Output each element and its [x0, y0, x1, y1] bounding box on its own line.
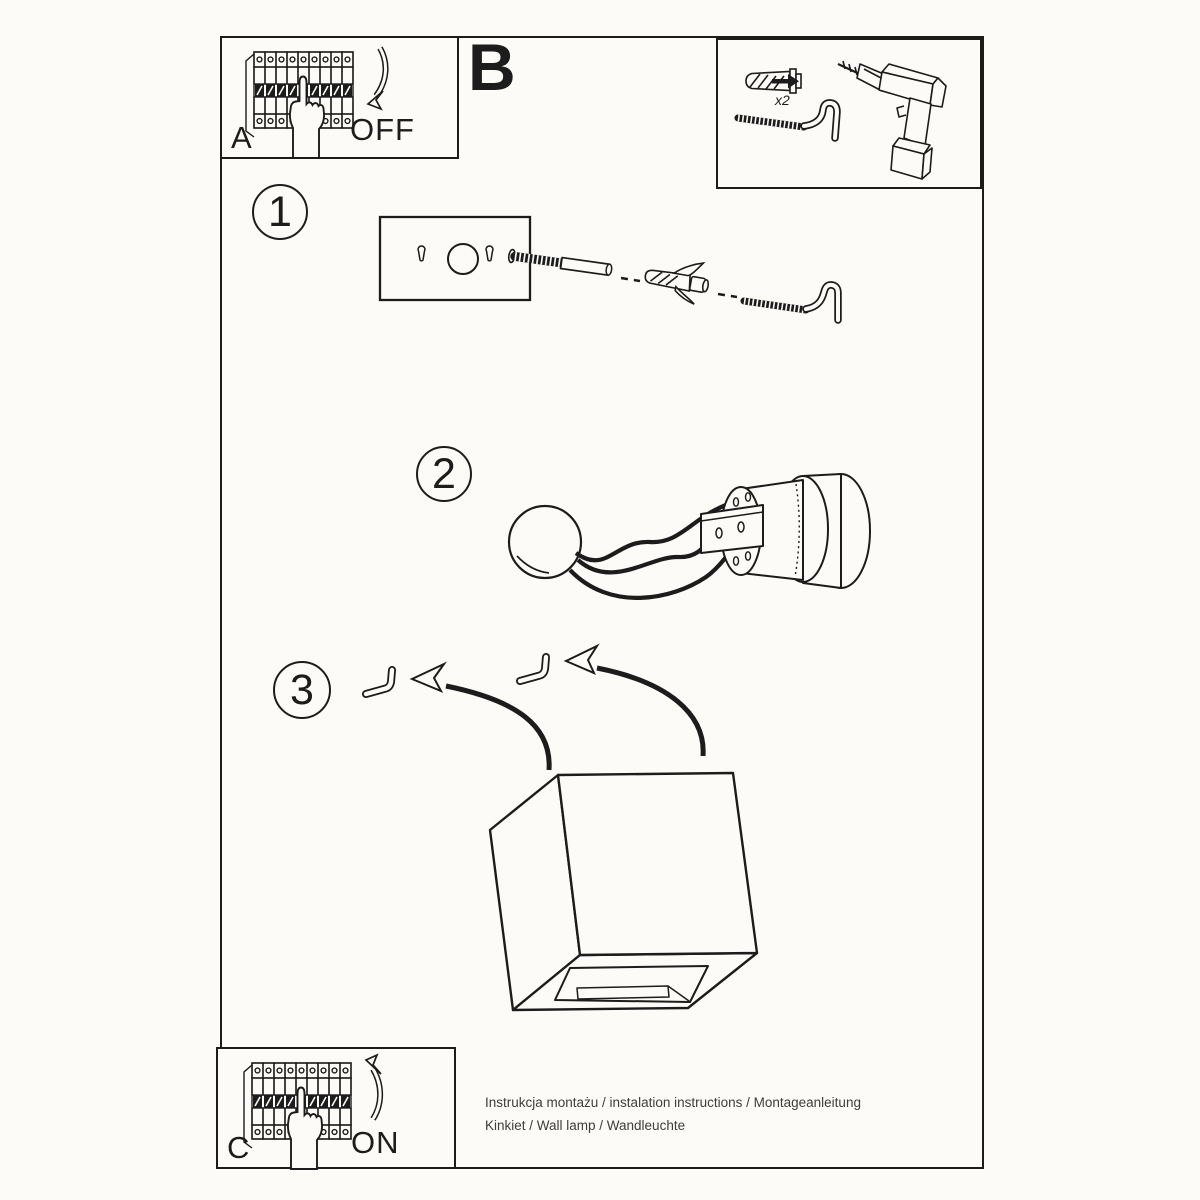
off-label: OFF — [350, 112, 415, 147]
footer — [485, 1092, 905, 1137]
cube-wall-lamp — [490, 773, 757, 1010]
box-c-label: C — [227, 1130, 250, 1165]
footer-line-2: Kinkiet / Wall lamp / Wandleuchte — [485, 1117, 686, 1133]
step-2-number: 2 — [432, 449, 456, 498]
step-1-number: 1 — [268, 187, 292, 236]
cable-hole — [448, 244, 478, 274]
box-a-label: A — [231, 120, 252, 155]
hook-icon-left — [366, 670, 392, 694]
hook-screw-icon — [744, 285, 838, 320]
step-1-assembly — [380, 217, 838, 320]
dashed-connector — [621, 278, 640, 281]
lamp-socket-icon — [701, 474, 870, 588]
footer-line-1: Instrukcja montażu / instalation instructions / Montageanleitung — [485, 1095, 861, 1110]
step-2-assembly — [509, 474, 870, 598]
light-bulb-icon — [509, 506, 581, 578]
step-3-assembly — [366, 646, 757, 1010]
section-letter-b: B — [468, 30, 516, 104]
swing-arrow-right — [566, 646, 703, 756]
cube-front-face — [558, 773, 757, 955]
cube-opening-lip — [577, 986, 669, 999]
anchor-quantity-label: x2 — [775, 92, 790, 108]
wall-anchor-icon — [642, 254, 712, 306]
dashed-connector — [718, 294, 737, 297]
step-3-number: 3 — [290, 665, 314, 714]
on-label: ON — [351, 1125, 400, 1160]
hook-icon-right — [520, 657, 546, 681]
